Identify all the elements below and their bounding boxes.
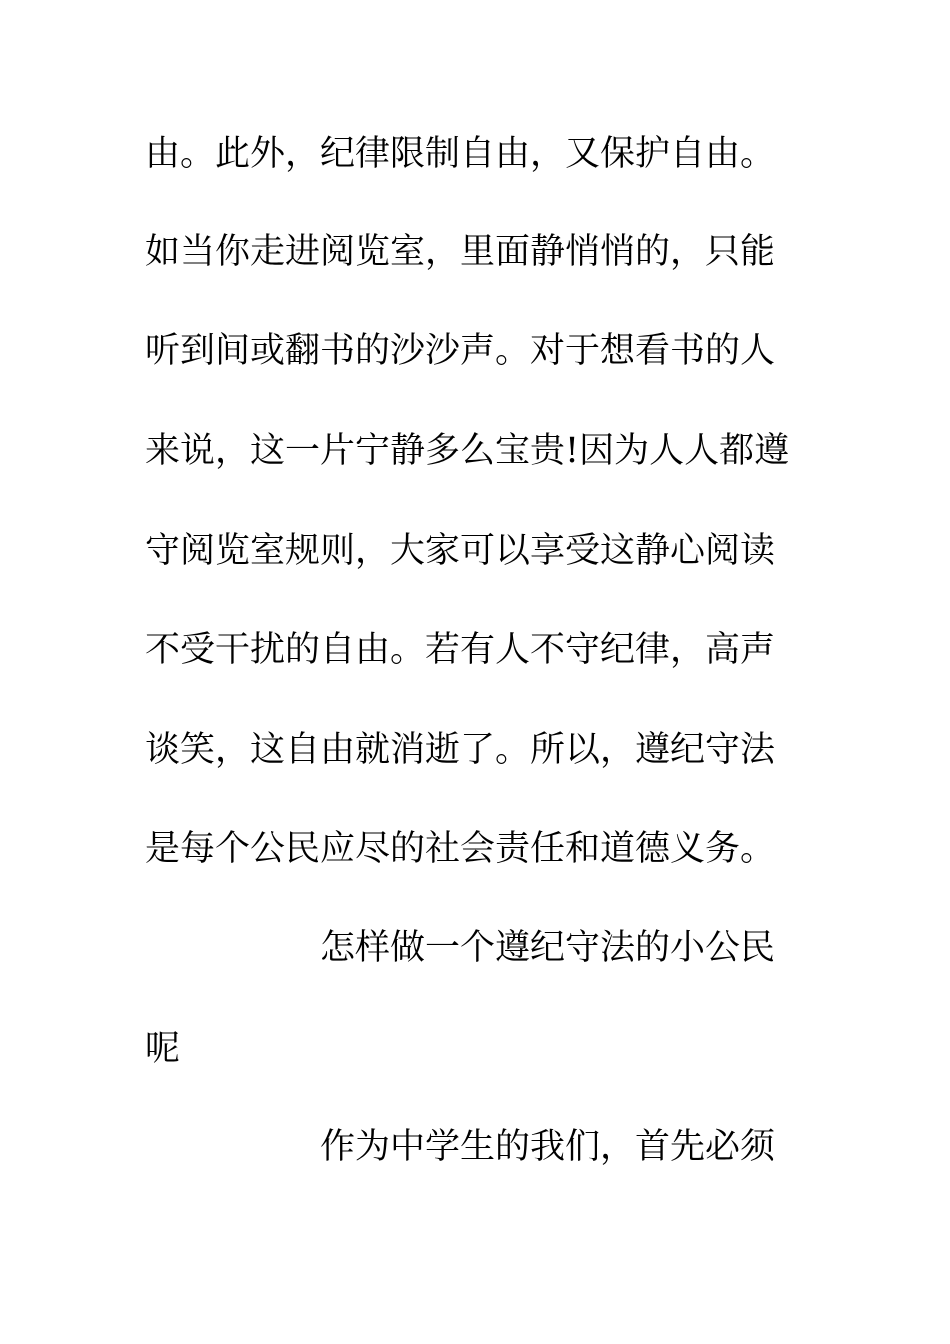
paragraph-line: 如当你走进阅览室，里面静悄悄的，只能 [145, 232, 776, 272]
section-heading: 怎样做一个遵纪守法的小公民 [320, 928, 776, 968]
paragraph-line: 是每个公民应尽的社会责任和道德义务。 [145, 829, 776, 869]
paragraph-line: 谈笑，这自由就消逝了。所以，遵纪守法 [145, 730, 776, 770]
paragraph-line: 不受干扰的自由。若有人不守纪律，高声 [145, 630, 776, 670]
section-heading-continuation: 呢 [145, 1029, 181, 1069]
paragraph-line: 由。此外，纪律限制自由，又保护自由。 [145, 134, 776, 174]
paragraph-line: 听到间或翻书的沙沙声。对于想看书的人 [145, 331, 776, 371]
paragraph-line: 来说，这一片宁静多么宝贵!因为人人都遵 [145, 431, 790, 471]
paragraph-line: 守阅览室规则，大家可以享受这静心阅读 [145, 531, 776, 571]
paragraph-line: 作为中学生的我们，首先必须 [320, 1127, 776, 1167]
